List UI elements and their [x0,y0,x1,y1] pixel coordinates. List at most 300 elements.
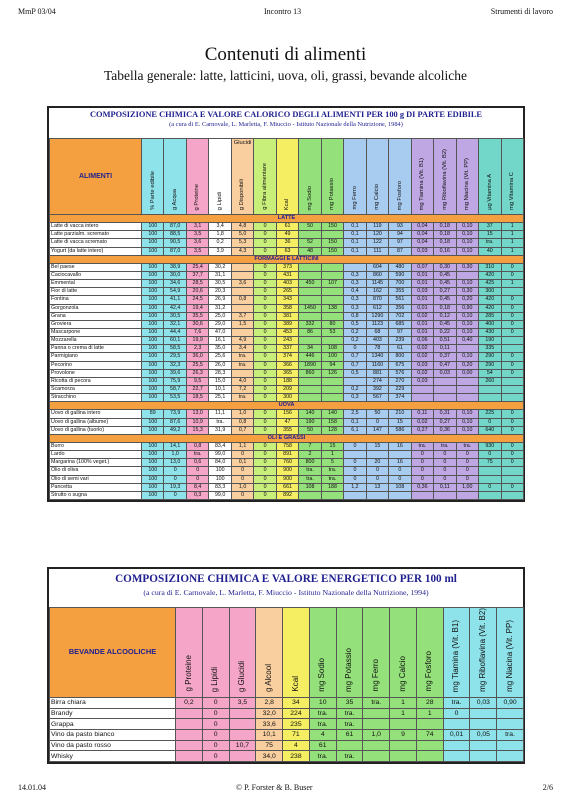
table1-cell: 87 [389,247,411,255]
table1-row [50,320,524,328]
table1-cell: tra. [231,394,253,402]
table1-cell: 567 [366,394,388,402]
table1-cell: 0 [231,491,253,499]
table1-cell: 188 [321,483,343,491]
table1-cell: 0 [254,442,276,450]
table1-row-name: Strutto o sugna [50,491,142,499]
table1-cell: 0,1 [344,239,366,247]
table1-cell: 0,4 [344,288,366,296]
table1-row [50,377,524,385]
table1-cell: 20,6 [186,288,208,296]
table1-section-label: OLI E GRASSI [50,434,524,442]
table1-column-header [389,139,411,215]
table2-cell [470,719,497,730]
table1-row-name: Stracchino [50,394,142,402]
table1-column-header [142,139,164,215]
table1-row [50,426,524,434]
table1-cell: 100 [142,467,164,475]
table1-cell: 0,1 [344,247,366,255]
table1-cell: 0 [254,353,276,361]
table1-cell: 0 [254,312,276,320]
table2-column-label: mg Fosforo [424,651,434,692]
table1-cell: 42,4 [164,304,186,312]
table2-cell: 0 [202,697,229,708]
table1-cell: 0 [501,369,523,377]
table1-cell: 285 [479,312,501,320]
table1-cell: 0,10 [456,328,478,336]
table1-cell: 0,10 [456,353,478,361]
table1-cell: 190 [479,337,501,345]
table2-row-name: Brandy [50,708,176,719]
table1-cell: 4,0 [231,377,253,385]
table1-row [50,271,524,279]
table2-cell: 10,7 [229,740,256,751]
table1-cell [299,377,321,385]
table1-row-name: Latte di vacca scremato [50,239,142,247]
table1-cell: 0 [254,369,276,377]
table1-cell: 0,30 [434,263,456,271]
table1-cell: 0 [501,410,523,418]
table1-cell: 480 [389,263,411,271]
table1-cell: 86 [299,328,321,336]
table1-cell: 30,2 [209,263,231,271]
table1-row-name: Burro [50,442,142,450]
table1-cell: 450 [299,280,321,288]
table1-cell: tra. [321,467,343,475]
table1-cell: tra. [456,442,478,450]
table1-column-header [411,139,433,215]
table2-cell: 34 [283,697,310,708]
table1-column-label: Kcal [284,198,291,210]
table1-cell [321,296,343,304]
table1-cell: 420 [479,304,501,312]
table1-credit: (a cura di E. Carnovale, L. Marletta, F. Miuccio - Istituto Nazionale della Nutrizione, 1984) [169,121,403,128]
table1-cell: 94 [389,231,411,239]
table1-title-block [49,108,523,138]
table1-cell: 300 [479,288,501,296]
table1-row [50,467,524,475]
table1-cell: tra. [479,239,501,247]
table1-cell: 0,02 [411,369,433,377]
footer-right: 2/6 [542,783,553,792]
table1-cell: 19,9 [186,337,208,345]
table1-row-name: Latte parzialm. scremato [50,231,142,239]
table1-cell: 44,4 [164,328,186,336]
table1-cell: 0,03 [411,361,433,369]
table1-cell: 15 [366,442,388,450]
table1-cell: 0,45 [434,271,456,279]
table2-column-label: g Alcool [263,663,273,692]
table2-cell: 0 [202,740,229,751]
table1-cell: 0,01 [411,296,433,304]
table1-cell: 8,4 [186,483,208,491]
table1-row [50,280,524,288]
table1-cell: 28,5 [186,280,208,288]
table1-cell: 7 [299,442,321,450]
table1-column-header [276,139,298,215]
table1-cell: 3,1 [186,223,208,231]
table1-cell: 58,7 [164,385,186,393]
table1-cell: 54,9 [164,288,186,296]
table2-cell: 0,90 [497,697,524,708]
table1-cell: 0 [254,288,276,296]
table1-cell: tra. [299,475,321,483]
table1-column-header [299,139,321,215]
table1-cell: 68 [366,328,388,336]
table1-cell: 300 [276,394,298,402]
table1-cell: 88,5 [164,231,186,239]
table1-cell: 374 [276,353,298,361]
table1-row [50,491,524,499]
table1-cell: 239 [389,337,411,345]
table1-cell [321,385,343,393]
table1-cell: 0,1 [231,459,253,467]
table2-column-header [470,608,497,698]
table1-cell [231,369,253,377]
table1-cell: 430 [479,328,501,336]
table1-cell: 0,27 [411,426,433,434]
table1-column-header [501,139,523,215]
table1-cell: 0 [254,426,276,434]
table1-column-label: g Acqua [172,189,178,210]
table2-cell: tra. [443,697,470,708]
table2-column-label: mg Niacina (Vit. PP) [504,620,514,692]
table1-cell: 100 [142,385,164,393]
table1-cell: 0 [501,426,523,434]
table1-cell: 119 [366,223,388,231]
table1-cell: 0,01 [411,304,433,312]
table1-cell: 0,2 [344,337,366,345]
table1-cell: 265 [276,288,298,296]
table1-cell: 1,0 [231,410,253,418]
table1-cell: 16 [389,442,411,450]
table1-cell: 0 [231,475,253,483]
table1-cell: 94 [321,361,343,369]
table1-cell: 22,7 [186,385,208,393]
table1-cell: tra. [434,442,456,450]
table1-cell: 87,0 [164,223,186,231]
table2-cell: tra. [309,708,336,719]
table2-cell: 3,5 [229,697,256,708]
table2-title: COMPOSIZIONE CHIMICA E VALORE ENERGETICO PER 100 ml [115,573,457,585]
table1-cell: 0 [186,467,208,475]
table1-cell: 138 [321,304,343,312]
table2-column-label: Kcal [290,676,300,692]
header-left: MmP 03/04 [18,7,56,16]
table2-cell: 0,2 [176,697,203,708]
table1-cell [321,312,343,320]
table2-cell [176,751,203,762]
table2-cell: 1 [390,697,417,708]
table2-cell [363,751,390,762]
table1-cell: 0 [254,280,276,288]
table1-cell: 90,5 [164,239,186,247]
table1-cell [344,377,366,385]
table1-cell: 381 [276,312,298,320]
table1-cell: 0 [411,467,433,475]
table1-row-name: Uovo di gallina intero [50,410,142,418]
table1-cell: 0 [254,328,276,336]
table2-cell: 1 [416,708,443,719]
table1-cell: 1 [321,451,343,459]
table2-cell [390,719,417,730]
table1-cell: 100 [142,475,164,483]
table1-cell: 0,10 [456,410,478,418]
table1-cell: 100 [142,247,164,255]
table1-cell: 0,18 [434,231,456,239]
table1-section-label: LATTE [50,215,524,223]
table1-cell: 0,3 [344,280,366,288]
table1-cell: 34,6 [164,280,186,288]
table1-cell [344,491,366,499]
table1-row-name: Provolone [50,369,142,377]
table1-cell: 87,0 [164,247,186,255]
table1-cell [456,491,478,499]
table1-cell: 0 [254,239,276,247]
table1-cell: 0 [411,459,433,467]
table1-cell: 100 [142,426,164,434]
table2-cell [497,740,524,751]
table1-cell [299,288,321,296]
table1-cell: 373 [276,263,298,271]
table1-cell [389,491,411,499]
table1-cell: 25,5 [186,361,208,369]
table1-column-header [254,139,276,215]
table1-cell: 75,9 [164,377,186,385]
table1-cell: 140 [299,410,321,418]
table1-cell: 0 [344,345,366,353]
table1-row [50,361,524,369]
table1-cell: 0 [344,467,366,475]
table1-cell: 0,2 [209,239,231,247]
table1-cell: 107 [321,280,343,288]
table2-row-name: Whisky [50,751,176,762]
table1-cell: 0 [254,337,276,345]
table1-cell [501,337,523,345]
table1-cell: 15,3 [186,426,208,434]
table1-cell: 3,5 [186,231,208,239]
table1-cell [434,377,456,385]
table1-section-row [50,434,524,442]
table1-cell: 675 [389,361,411,369]
table1-cell: 0 [254,247,276,255]
table1-cell: 83,3 [209,483,231,491]
table1-cell: 0,7 [231,426,253,434]
table1-cell: 1,0 [164,451,186,459]
table1-cell: 0,10 [456,426,478,434]
table1-cell: 290 [479,353,501,361]
table1-row [50,451,524,459]
table1-cell [366,451,388,459]
table1-cell: 0,03 [434,369,456,377]
table1-cell: 100 [142,328,164,336]
table1-cell: 0 [479,483,501,491]
table2-cell: tra. [363,697,390,708]
table1-cell: 0,36 [411,483,433,491]
table1-cell: 685 [389,320,411,328]
table2-cell: tra. [497,729,524,740]
page-subtitle: Tabella generale: latte, latticini, uova, oli, grassi, bevande alcoliche [103,68,468,83]
table1-cell: 100 [142,394,164,402]
table1-cell: 38,9 [164,263,186,271]
table1-cell: 100 [142,263,164,271]
table2-cell [336,740,363,751]
table1-row [50,345,524,353]
table1-cell: 58,5 [164,345,186,353]
table1-cell: 0 [254,223,276,231]
table1-cell [389,451,411,459]
table1-cell: 0,45 [434,320,456,328]
table1-cell: 1340 [366,353,388,361]
table1-cell [479,467,501,475]
table2-cell [176,729,203,740]
table1-cell [501,385,523,393]
table1-cell: 3,4 [209,223,231,231]
table2-column-label: g Proteine [183,655,193,692]
table1-cell: 0 [501,312,523,320]
table1-section-row [50,402,524,410]
table2-cell: 61 [336,729,363,740]
table2-column-header [390,608,417,698]
table1-cell: 0,02 [411,418,433,426]
table1-row-name: Groviera [50,320,142,328]
table1-cell: 576 [389,369,411,377]
table1-column-label: mg Tiamina (Vit. B1) [419,157,426,210]
table2-cell: 1,0 [363,729,390,740]
table1-cell: 0,6 [186,459,208,467]
table1-cell: 100 [142,361,164,369]
table1-row [50,442,524,450]
table1-cell [231,271,253,279]
table1-cell: 453 [276,328,298,336]
table1-cell: 800 [389,353,411,361]
table1-cell: 13,0 [186,410,208,418]
table1-cell: 420 [479,271,501,279]
table1-cell: 0 [254,377,276,385]
table1-cell: 0 [501,304,523,312]
table1-cell: 100 [142,491,164,499]
table1-cell: 100 [142,280,164,288]
table2-header-row [50,608,524,698]
table1-cell [231,328,253,336]
table1-row-name: Grana [50,312,142,320]
table1-column-label: mg Fosforo [396,180,403,210]
table1-cell: 25,0 [209,312,231,320]
table1-column-header [479,139,501,215]
table1-row [50,353,524,361]
table1-cell: 99,0 [209,451,231,459]
table2-column-label: mg Riboflavina (Vit. B2) [478,608,487,692]
table1-cell: 0 [501,328,523,336]
table1-row-name: Pecorino [50,361,142,369]
table1-cell: 881 [366,369,388,377]
table1-cell: 1160 [366,361,388,369]
table1-cell: 3,6 [186,239,208,247]
table1-cell: 356 [389,304,411,312]
table1-cell: 0 [186,475,208,483]
table2-grid [49,607,524,762]
table1-cell: 0,3 [344,296,366,304]
table1-cell: 0 [479,418,501,426]
table1-row-name: Mozzarella [50,337,142,345]
table1-cell: 0,11 [411,410,433,418]
table1-cell: 32,3 [164,361,186,369]
table1-column-header [209,139,231,215]
table1-cell: 930 [479,442,501,450]
table1-cell: 561 [389,296,411,304]
food-composition-table [47,106,525,502]
table1-cell: 0,7 [344,361,366,369]
table1-cell: 0 [389,467,411,475]
table1-column-label: mg Niacina (Vit. PP) [464,157,471,210]
table1-cell: 0 [254,418,276,426]
table1-row [50,247,524,255]
table1-cell: 41,1 [164,296,186,304]
header-right: Strumenti di lavoro [490,7,553,16]
table1-cell: 0,5 [344,369,366,377]
table2-cell [416,719,443,730]
table1-cell [299,385,321,393]
table1-cell: 150 [321,239,343,247]
table1-cell: 0,31 [434,410,456,418]
table1-cell: 0,20 [456,361,478,369]
table1-cell: tra. [411,442,433,450]
table2-cell: tra. [336,751,363,762]
table1-cell: 758 [276,442,298,450]
table2-column-label: g Glucidi [237,660,247,692]
table1-row-name: Olio di semi vari [50,475,142,483]
table1-cell: 52 [299,239,321,247]
table1-cell: 31,2 [209,304,231,312]
table2-row [50,740,524,751]
table1-cell: 0 [456,451,478,459]
table1-cell: 374 [389,394,411,402]
footer-left: 14.01.04 [18,783,46,792]
table1-main-header: ALIMENTI [50,139,142,215]
table1-cell: 18,5 [186,394,208,402]
table1-cell: 760 [276,459,298,467]
table1-cell [501,377,523,385]
table1-row-name: Emmental [50,280,142,288]
table1-cell: 0,40 [456,337,478,345]
table1-cell [321,263,343,271]
table1-cell: 1,8 [209,231,231,239]
table1-cell: 47 [276,418,298,426]
table2-row [50,697,524,708]
table1-cell: 0 [479,451,501,459]
table1-column-label: mg Potassio [329,178,336,210]
table2-cell: 235 [283,719,310,730]
table1-cell: 0,27 [434,288,456,296]
table1-cell: 0,1 [344,223,366,231]
table1-cell: 5 [321,459,343,467]
table1-cell: 108 [389,483,411,491]
table1-cell: 403 [366,337,388,345]
table1-column-label: % Parte edibile [149,171,156,210]
table1-cell [299,271,321,279]
table1-row [50,304,524,312]
table1-cell: 0 [501,353,523,361]
table1-section-row [50,255,524,263]
table2-cell: 9 [390,729,417,740]
table1-cell: 100 [142,418,164,426]
table2-cell [176,708,203,719]
table2-cell: 0,05 [470,729,497,740]
table1-cell: 0,45 [434,280,456,288]
table1-cell: 612 [366,304,388,312]
table2-cell: 33,6 [256,719,283,730]
table1-cell: 0,02 [411,312,433,320]
